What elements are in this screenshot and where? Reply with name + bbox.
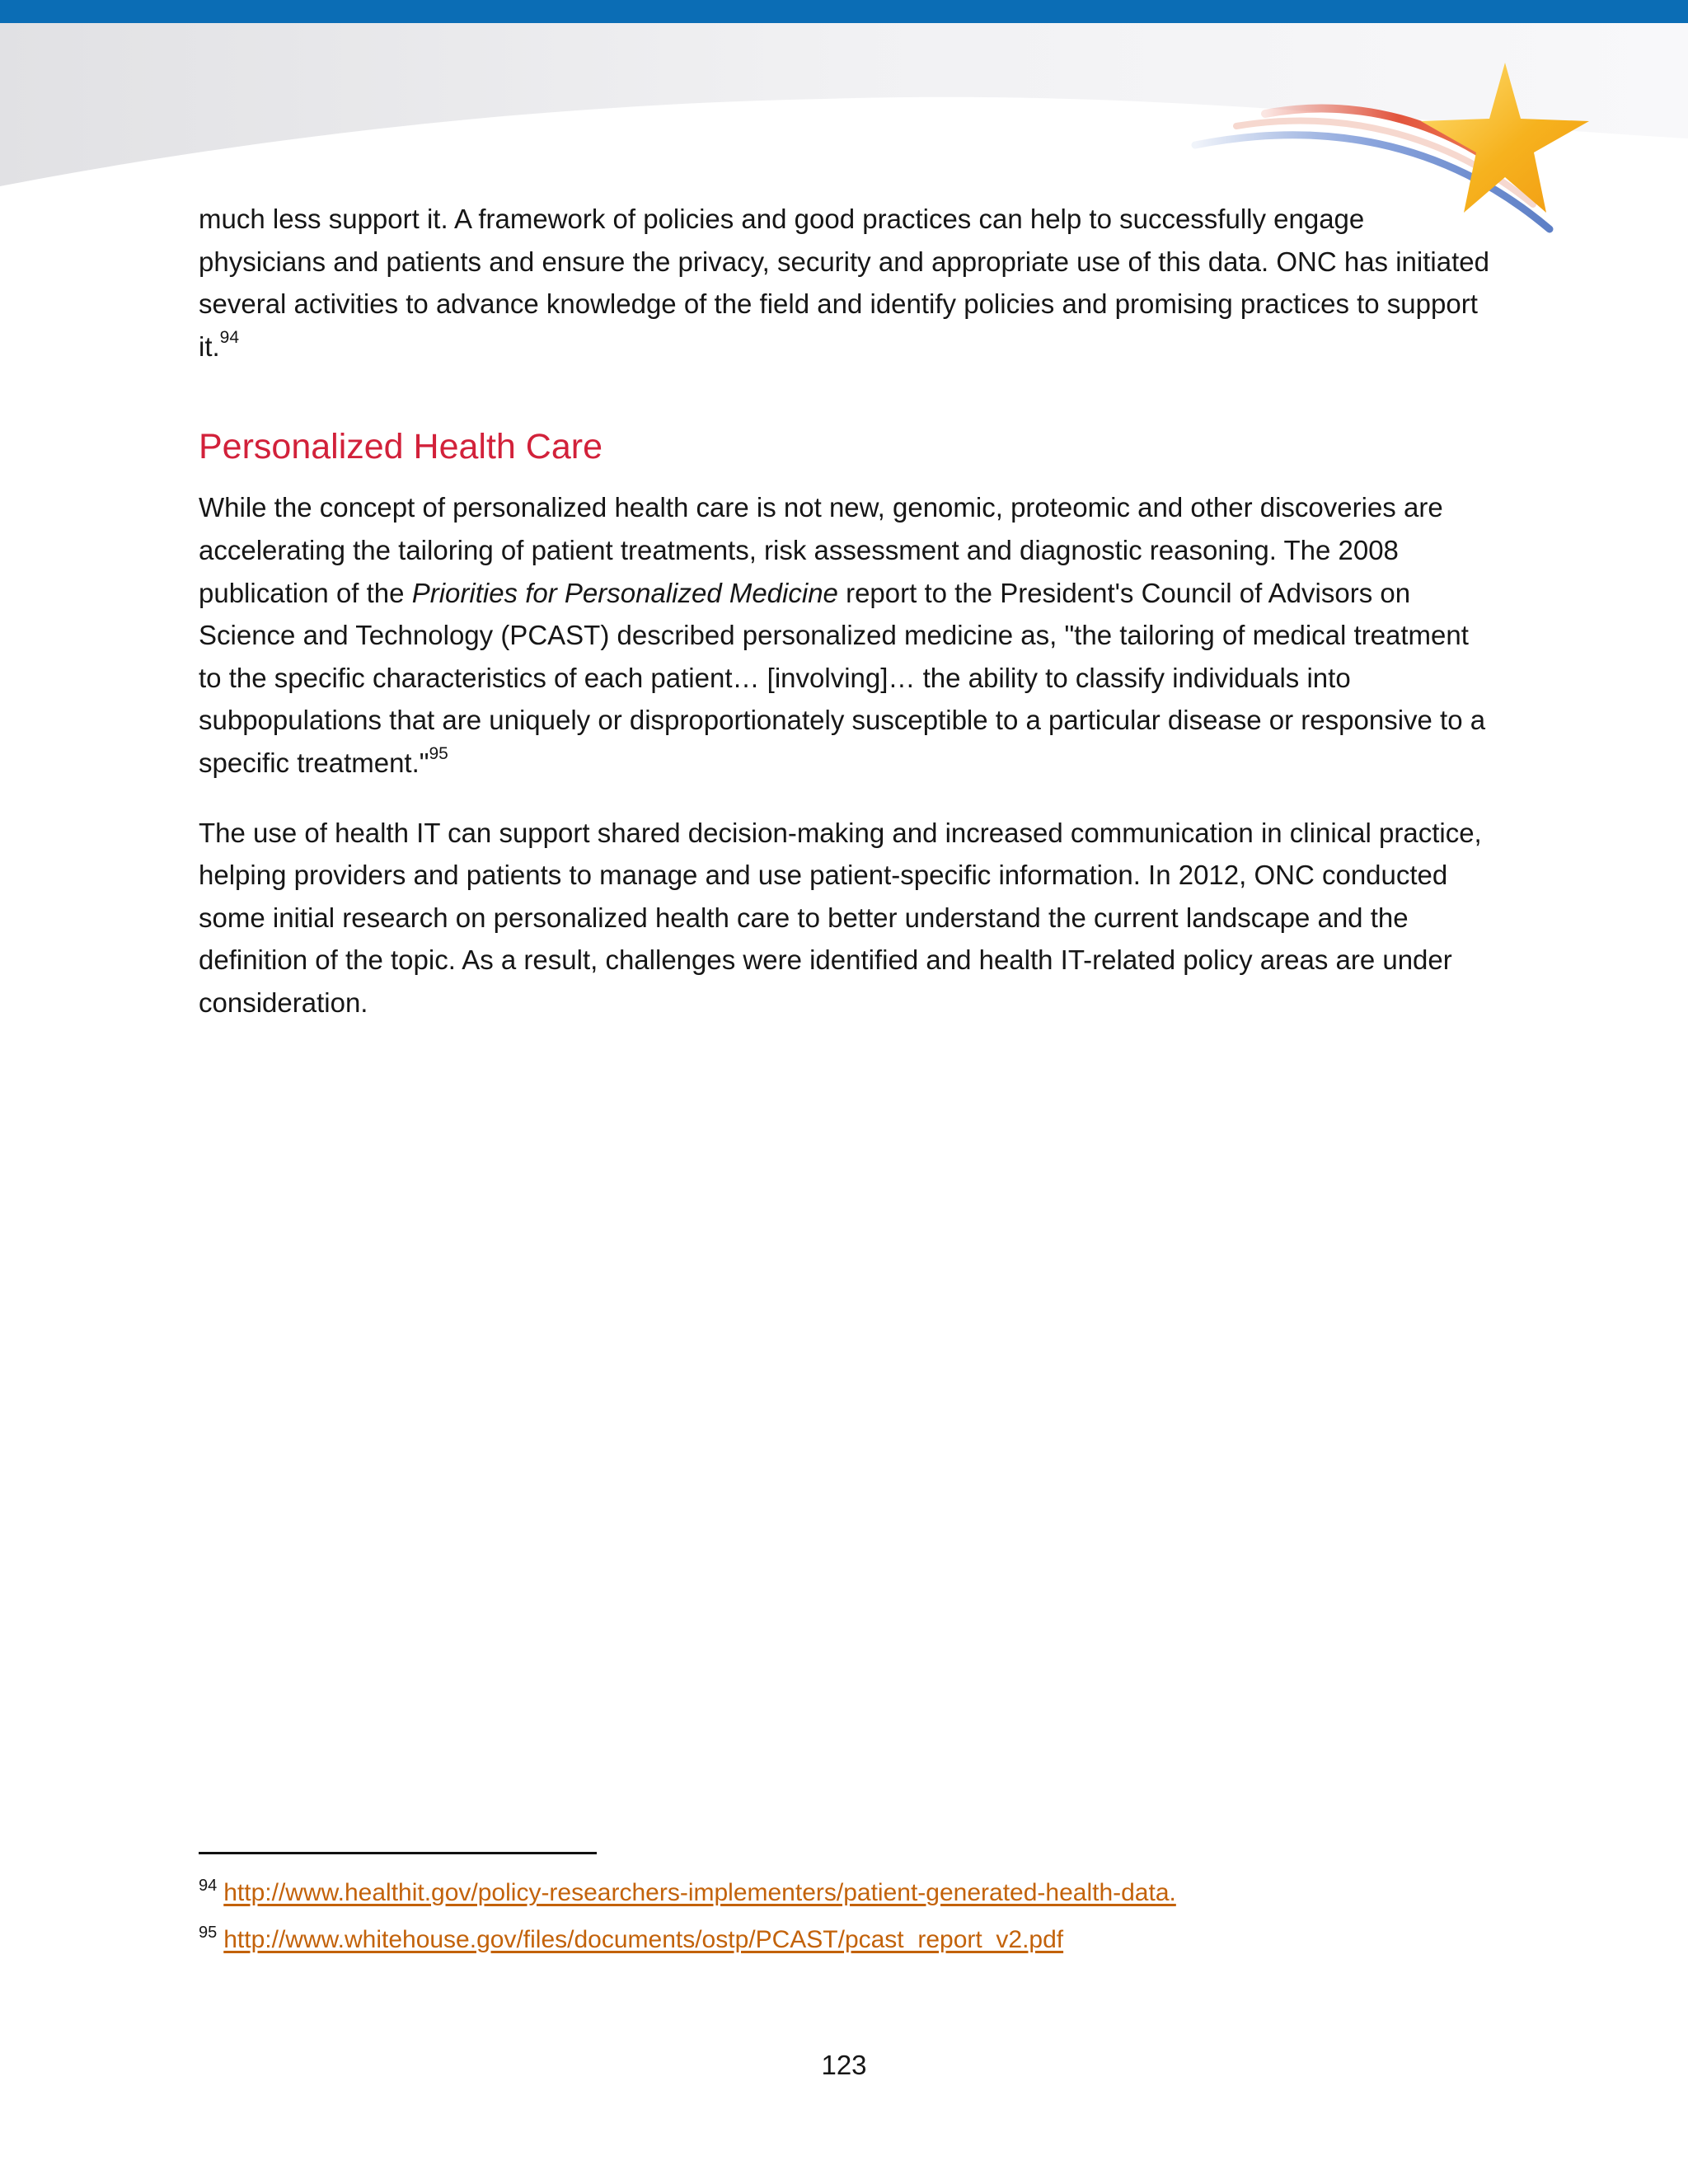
report-title: Priorities for Personalized Medicine — [411, 577, 838, 608]
footnote-link-94[interactable]: http://www.healthit.gov/policy-researchers-implementers/patient-generated-health-data. — [223, 1879, 1176, 1906]
personalized-paragraph — [199, 486, 1493, 784]
footnote-ref-95: 95 — [429, 743, 448, 763]
personalized-text-after: report to the President's Council of Advisors on Science and Technology (PCAST) described personalized medicine as, "the tailoring of medical treatment to the specific characteristics of each patient… [involving]… the ability to classify individuals into subpopulations that are uniquely or disproportionately susceptible to a particular disease or responsive to a specific treatment." — [199, 577, 1486, 778]
intro-paragraph-text: much less support it. A framework of policies and good practices can help to successfully engage physicians and patients and ensure the privacy, security and appropriate use of this data. ONC has initiated several activities to advance knowledge of the field and identify policies and promising practices to support it. — [199, 204, 1489, 362]
personalized-text-before: While the concept of personalized health care is not new, genomic, proteomic and other discoveries are accelerating the tailoring of patient treatments, risk assessment and diagnostic reasoning. The 2008 publication of the — [199, 492, 1443, 608]
page-content — [199, 198, 1493, 1024]
footnotes — [199, 1852, 1493, 1965]
intro-paragraph — [199, 198, 1493, 368]
health-it-paragraph: The use of health IT can support shared decision-making and increased communication in clinical practice, helping providers and patients to manage and use patient-specific information. In 2012, ONC conducted some initial research on personalized health care to better understand the current landscape and the definition of the topic. As a result, challenges were identified and health IT-related policy areas are under consideration. — [199, 817, 1482, 1018]
section-heading: Personalized Health Care — [199, 427, 603, 467]
footnote-link-95[interactable]: http://www.whitehouse.gov/files/documents/ostp/PCAST/pcast_report_v2.pdf — [223, 1926, 1064, 1953]
footnote-separator — [199, 1852, 597, 1854]
footnote-number: 95 — [199, 1924, 218, 1942]
footnote-94 — [199, 1871, 1493, 1918]
page-number: 123 — [821, 2050, 867, 2080]
footnote-number: 94 — [199, 1877, 218, 1895]
header-top-bar — [0, 0, 1688, 23]
footnote-95 — [199, 1918, 1493, 1965]
footnote-ref-94: 94 — [219, 327, 240, 347]
